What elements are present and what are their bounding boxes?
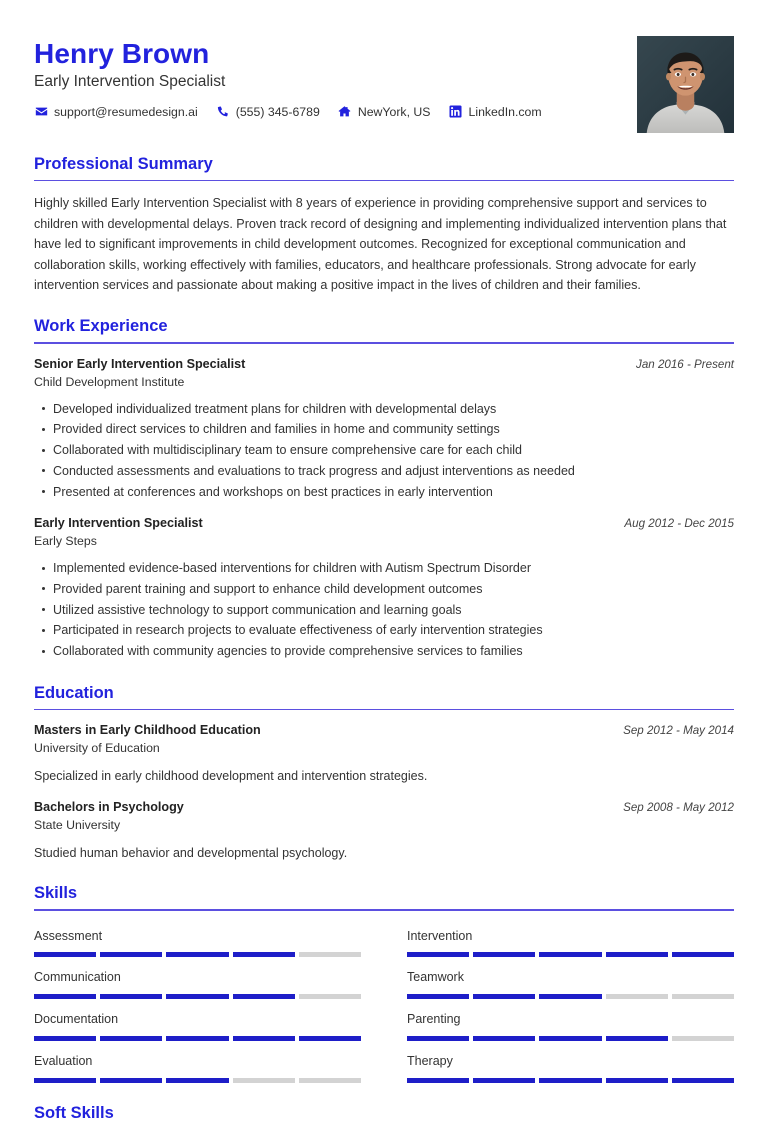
- skill-name: Assessment: [34, 928, 103, 943]
- skill-level-segment: [407, 1036, 469, 1041]
- section-education: [34, 684, 734, 863]
- skill-level-segment: [407, 994, 469, 999]
- contact-phone-text: (555) 345-6789: [235, 104, 320, 119]
- skill-name: Therapy: [407, 1053, 453, 1068]
- section-skills: [34, 884, 734, 1089]
- education-entry-head: [34, 799, 734, 816]
- skill-level-segment: [299, 952, 361, 957]
- education-entry-title: Bachelors in Psychology: [34, 799, 184, 814]
- education-entry-date: Sep 2008 - May 2012: [623, 800, 734, 814]
- profile-photo-wrap: [637, 36, 734, 133]
- section-rule: [34, 909, 734, 910]
- contact-email-text: support@resumedesign.ai: [54, 104, 198, 119]
- education-entry: [34, 799, 734, 863]
- skill-level-segment: [233, 994, 295, 999]
- skill-level-segment: [34, 994, 96, 999]
- contact-location[interactable]: [338, 105, 431, 119]
- list-item: Presented at conferences and workshops on best practices in early intervention: [53, 482, 734, 503]
- skill-level-segment: [407, 1078, 469, 1083]
- skill-item: [407, 1006, 734, 1048]
- skill-name: Evaluation: [34, 1053, 93, 1068]
- phone-icon: [216, 105, 230, 119]
- education-entry-description: Studied human behavior and developmental psychology.: [34, 845, 348, 860]
- education-entry-head: [34, 722, 734, 739]
- skill-level-segment: [100, 1036, 162, 1041]
- skill-level-segment: [606, 994, 668, 999]
- skill-level-segment: [233, 952, 295, 957]
- skill-level-segment: [407, 952, 469, 957]
- skill-level-segment: [606, 1078, 668, 1083]
- list-item: Provided direct services to children and families in home and community settings: [53, 419, 734, 440]
- section-rule: [34, 709, 734, 710]
- skill-item: [34, 923, 361, 965]
- skill-item: [407, 1048, 734, 1090]
- skill-level-segment: [672, 952, 734, 957]
- summary-text: Highly skilled Early Intervention Specialist with 8 years of experience in providing comprehensive support and services to children with developmental delays. Proven track record of designing and implementing individualized intervention plans that have led to significant improvements in child development outcomes. Recognized for exceptional communication and collaboration skills, working effectively with families, educators, and healthcare professionals. Strong advocate for early intervention services and passionate about making a positive impact in the lives of children and their families.: [34, 196, 727, 292]
- education-entry: [34, 722, 734, 786]
- skill-level-segment: [166, 1078, 228, 1083]
- list-item: Provided parent training and support to enhance child development outcomes: [53, 579, 734, 600]
- work-entry-bullets: [34, 399, 734, 503]
- skill-level-segment: [299, 1036, 361, 1041]
- skill-level-bar: [34, 1078, 361, 1083]
- skill-level-segment: [672, 994, 734, 999]
- work-entry-title: Senior Early Intervention Specialist: [34, 356, 246, 371]
- skill-item: [34, 1006, 361, 1048]
- header-text-block: [34, 30, 621, 119]
- skill-item: [34, 1048, 361, 1090]
- skill-level-segment: [233, 1036, 295, 1041]
- skill-level-bar: [407, 1036, 734, 1041]
- work-entry-organization: Early Steps: [34, 534, 97, 549]
- skill-level-segment: [100, 994, 162, 999]
- skill-level-segment: [672, 1036, 734, 1041]
- skills-grid: [34, 923, 734, 1090]
- skill-level-segment: [539, 1036, 601, 1041]
- skill-level-segment: [473, 952, 535, 957]
- profile-photo: [637, 36, 734, 133]
- skill-level-segment: [34, 1078, 96, 1083]
- resume-header: [34, 30, 734, 133]
- candidate-job-title: Early Intervention Specialist: [34, 73, 226, 91]
- work-entry-head: [34, 356, 734, 373]
- list-item: Developed individualized treatment plans for children with developmental delays: [53, 399, 734, 420]
- work-entry-title: Early Intervention Specialist: [34, 516, 203, 531]
- skill-level-segment: [233, 1078, 295, 1083]
- section-professional-summary: [34, 155, 734, 295]
- section-title-skills: Skills: [34, 884, 78, 903]
- skill-level-segment: [34, 1036, 96, 1041]
- contact-linkedin-text: LinkedIn.com: [468, 104, 542, 119]
- contact-phone[interactable]: [216, 105, 320, 119]
- work-entry-date: Aug 2012 - Dec 2015: [624, 517, 734, 531]
- section-title-work: Work Experience: [34, 317, 168, 336]
- list-item: Collaborated with community agencies to provide comprehensive services to families: [53, 641, 734, 662]
- education-entry-title: Masters in Early Childhood Education: [34, 723, 261, 738]
- section-work-experience: [34, 317, 734, 662]
- skill-level-segment: [672, 1078, 734, 1083]
- work-entry-bullets: [34, 558, 734, 662]
- section-rule: [34, 342, 734, 343]
- skill-level-bar: [407, 1078, 734, 1083]
- section-rule: [34, 180, 734, 181]
- skill-level-segment: [299, 994, 361, 999]
- skill-level-bar: [407, 994, 734, 999]
- section-title-soft-skills: Soft Skills: [34, 1103, 114, 1122]
- education-entry-date: Sep 2012 - May 2014: [623, 724, 734, 738]
- skill-level-segment: [539, 1078, 601, 1083]
- home-icon: [338, 105, 352, 119]
- contact-linkedin[interactable]: [449, 105, 542, 119]
- candidate-name: Henry Brown: [34, 38, 210, 69]
- skill-item: [34, 964, 361, 1006]
- skill-level-segment: [100, 1078, 162, 1083]
- skill-item: [407, 964, 734, 1006]
- education-entry-description: Specialized in early childhood development and intervention strategies.: [34, 769, 428, 784]
- list-item: Participated in research projects to evaluate effectiveness of early intervention strategies: [53, 620, 734, 641]
- skill-level-segment: [473, 994, 535, 999]
- work-entry: [34, 515, 734, 662]
- skill-name: Teamwork: [407, 970, 464, 985]
- skill-level-bar: [34, 994, 361, 999]
- list-item: Collaborated with multidisciplinary team to ensure comprehensive care for each child: [53, 440, 734, 461]
- skill-level-segment: [539, 952, 601, 957]
- skill-level-segment: [166, 952, 228, 957]
- work-entry-organization: Child Development Institute: [34, 374, 185, 389]
- education-entry-organization: University of Education: [34, 741, 160, 756]
- skill-level-segment: [473, 1078, 535, 1083]
- skill-level-segment: [166, 1036, 228, 1041]
- envelope-icon: [34, 105, 48, 119]
- work-entry-date: Jan 2016 - Present: [636, 357, 734, 371]
- skill-name: Communication: [34, 970, 121, 985]
- skill-level-segment: [473, 1036, 535, 1041]
- skill-level-segment: [34, 952, 96, 957]
- list-item: Utilized assistive technology to support communication and learning goals: [53, 600, 734, 621]
- skill-level-segment: [100, 952, 162, 957]
- linkedin-icon: [449, 105, 463, 119]
- work-entry: [34, 356, 734, 503]
- section-title-education: Education: [34, 683, 114, 702]
- contact-email[interactable]: [34, 105, 198, 119]
- skill-level-segment: [539, 994, 601, 999]
- skill-level-segment: [606, 1036, 668, 1041]
- skill-item: [407, 923, 734, 965]
- work-entry-head: [34, 515, 734, 532]
- skill-name: Parenting: [407, 1012, 461, 1027]
- education-entry-organization: State University: [34, 817, 121, 832]
- skill-level-bar: [34, 1036, 361, 1041]
- list-item: Conducted assessments and evaluations to track progress and adjust interventions as needed: [53, 461, 734, 482]
- skill-level-segment: [166, 994, 228, 999]
- skill-level-segment: [606, 952, 668, 957]
- contact-location-text: NewYork, US: [357, 104, 431, 119]
- skill-level-bar: [34, 952, 361, 957]
- skill-name: Documentation: [34, 1012, 119, 1027]
- avatar: [637, 36, 734, 133]
- skill-name: Intervention: [407, 928, 473, 943]
- contact-row: [34, 105, 621, 119]
- skill-level-bar: [407, 952, 734, 957]
- list-item: Implemented evidence-based interventions for children with Autism Spectrum Disorder: [53, 558, 734, 579]
- section-title-summary: Professional Summary: [34, 155, 213, 173]
- skill-level-segment: [299, 1078, 361, 1083]
